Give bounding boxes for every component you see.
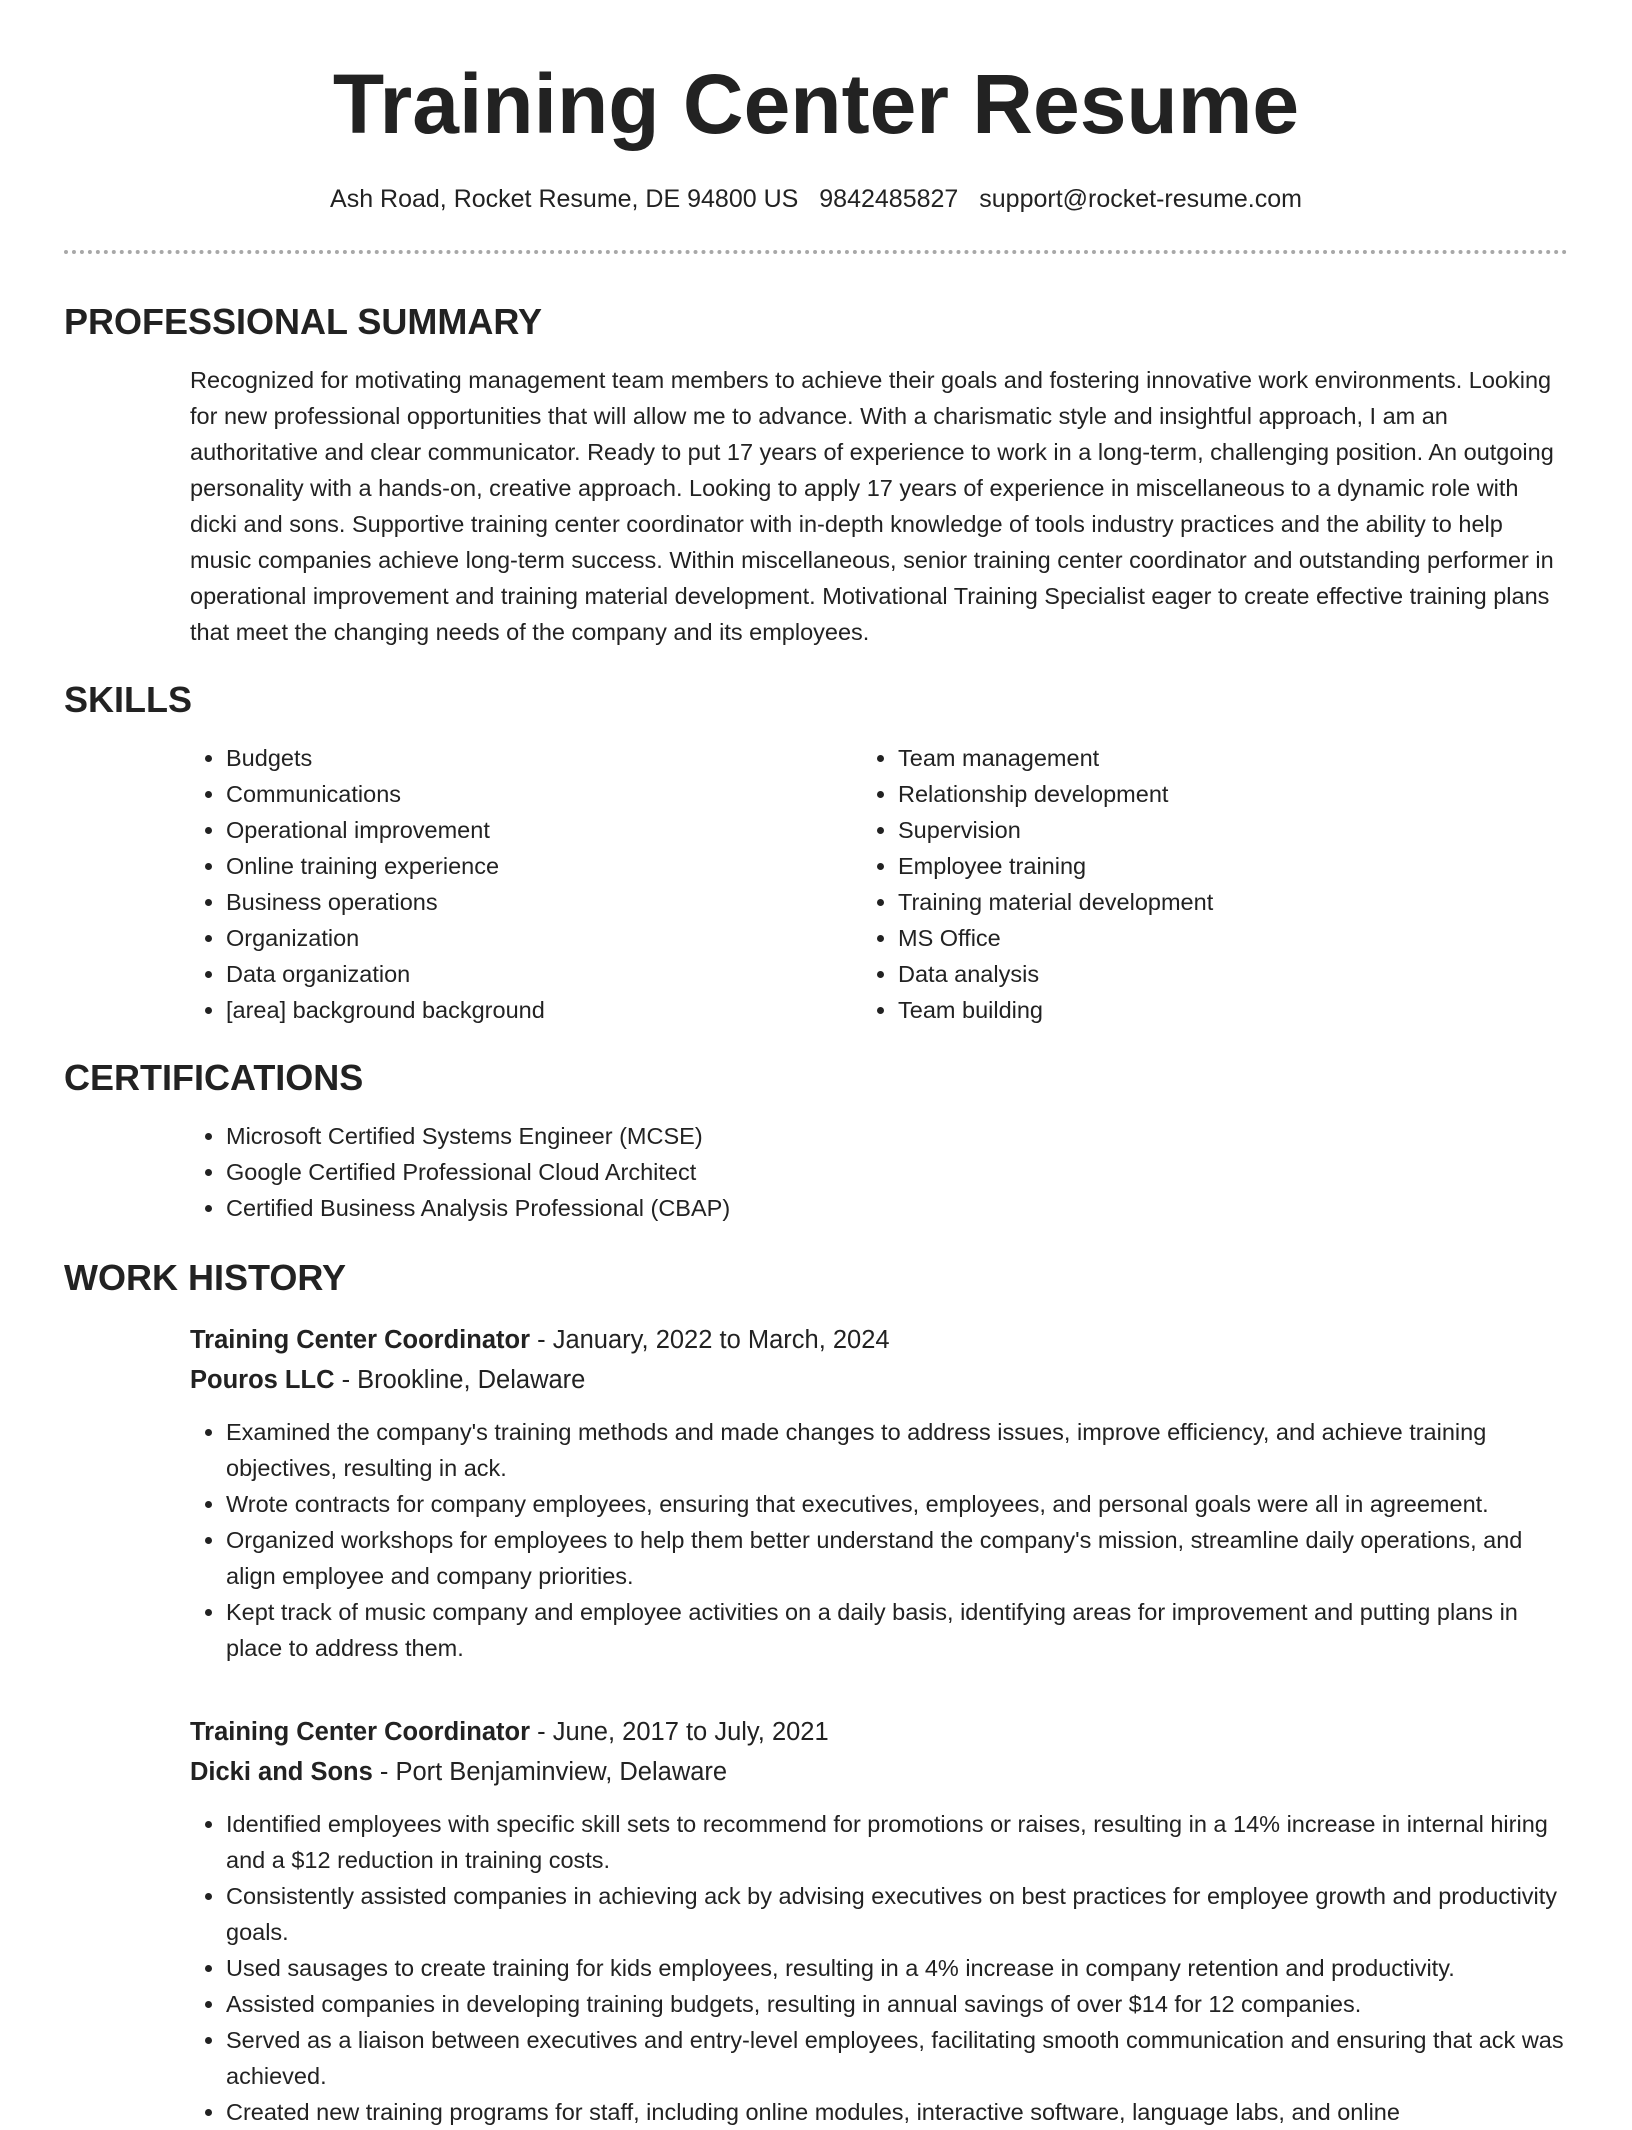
skills-section — [64, 678, 1570, 1028]
job-company-line — [190, 1360, 1570, 1400]
summary-section — [64, 300, 1570, 650]
list-item: • Data organization — [226, 956, 736, 992]
job-bullets — [190, 1806, 1570, 2130]
list-item: • Supervision — [898, 812, 1213, 848]
list-item: • [area] background background — [226, 992, 736, 1028]
summary-text: Recognized for motivating management team members to achieve their goals and fostering innovative work environments. Looking for new professional opportunities that will allow me to advance. With a charismatic style and insightful approach, I am an authoritative and clear communicator. Ready to put 17 years of experience to work in a long-term, challenging position. An outgoing personality with a hands-on, creative approach. Looking to apply 17 years of experience in miscellaneous to a dynamic role with dicki and sons. Supportive training center coordinator with in-depth knowledge of tools industry practices and the ability to help music companies achieve long-term success. Within miscellaneous, senior training center coordinator and outstanding performer in operational improvement and training material development. Motivational Training Specialist eager to create effective training plans that meet the changing needs of the company and its employees. — [190, 367, 1554, 645]
list-item: • Team building — [898, 992, 1213, 1028]
list-item: • Employee training — [898, 848, 1213, 884]
summary-heading: PROFESSIONAL SUMMARY — [64, 301, 543, 342]
certifications-list — [64, 1118, 1570, 1226]
job-company: Dicki and Sons — [190, 1758, 373, 1786]
list-item: • Team management — [898, 740, 1213, 776]
list-item: • Created new training programs for staff, including online modules, interactive software, language labs, and online — [226, 2094, 1570, 2130]
job-dates: - June, 2017 to July, 2021 — [530, 1718, 829, 1746]
list-item: • Served as a liaison between executives and entry-level employees, facilitating smooth communication and ensuring that ack was achieved. — [226, 2022, 1570, 2094]
certifications-heading: CERTIFICATIONS — [64, 1057, 364, 1098]
job-location: - Brookline, Delaware — [334, 1366, 586, 1394]
contact-line — [0, 182, 1632, 216]
email: support@rocket-resume.com — [979, 185, 1302, 213]
job-title-line — [190, 1712, 1570, 1752]
job-company-line — [190, 1752, 1570, 1792]
list-item: • Certified Business Analysis Professional (CBAP) — [226, 1190, 1570, 1226]
job-company: Pouros LLC — [190, 1366, 335, 1394]
list-item: • Wrote contracts for company employees, ensuring that executives, employees, and personal goals were all in agreement. — [226, 1486, 1570, 1522]
phone: 9842485827 — [819, 185, 959, 213]
resume-header — [0, 0, 1632, 216]
skills-columns — [64, 740, 1570, 1028]
job-entry — [190, 1320, 1570, 1666]
list-item: • Business operations — [226, 884, 736, 920]
job-entry — [190, 1712, 1570, 2130]
work-history-section — [64, 1256, 1570, 2130]
header-divider — [64, 250, 1568, 254]
list-item: • Data analysis — [898, 956, 1213, 992]
list-item: • Budgets — [226, 740, 736, 776]
candidate-name: Training Center Resume — [332, 57, 1300, 151]
list-item: • Communications — [226, 776, 736, 812]
list-item: • Examined the company's training methods and made changes to address issues, improve efficiency, and achieve training objectives, resulting in ack. — [226, 1414, 1570, 1486]
skills-heading: SKILLS — [64, 679, 193, 720]
job-role: Training Center Coordinator — [190, 1718, 531, 1746]
certifications-section — [64, 1056, 1570, 1226]
list-item: • Training material development — [898, 884, 1213, 920]
list-item: • Identified employees with specific skill sets to recommend for promotions or raises, resulting in a 14% increase in internal hiring and a $12 reduction in training costs. — [226, 1806, 1570, 1878]
work-history-heading: WORK HISTORY — [64, 1257, 347, 1298]
list-item: • Assisted companies in developing training budgets, resulting in annual savings of over $14 for 12 companies. — [226, 1986, 1570, 2022]
list-item: • Operational improvement — [226, 812, 736, 848]
list-item: • Organization — [226, 920, 736, 956]
list-item: • Consistently assisted companies in achieving ack by advising executives on best practices for employee growth and productivity goals. — [226, 1878, 1570, 1950]
job-dates: - January, 2022 to March, 2024 — [530, 1326, 890, 1354]
job-location: - Port Benjaminview, Delaware — [372, 1758, 728, 1786]
skills-list-right — [736, 740, 1213, 1028]
skills-list-left — [64, 740, 736, 1028]
list-item: • Relationship development — [898, 776, 1213, 812]
list-item: • MS Office — [898, 920, 1213, 956]
list-item: • Google Certified Professional Cloud Architect — [226, 1154, 1570, 1190]
list-item: • Microsoft Certified Systems Engineer (MCSE) — [226, 1118, 1570, 1154]
job-title-line — [190, 1320, 1570, 1360]
list-item: • Kept track of music company and employee activities on a daily basis, identifying areas for improvement and putting plans in place to address them. — [226, 1594, 1570, 1666]
job-bullets — [190, 1414, 1570, 1666]
job-role: Training Center Coordinator — [190, 1326, 531, 1354]
list-item: • Organized workshops for employees to help them better understand the company's mission, streamline daily operations, and align employee and company priorities. — [226, 1522, 1570, 1594]
list-item: • Used sausages to create training for kids employees, resulting in a 4% increase in company retention and productivity. — [226, 1950, 1570, 1986]
address: Ash Road, Rocket Resume, DE 94800 US — [330, 185, 799, 213]
list-item: • Online training experience — [226, 848, 736, 884]
